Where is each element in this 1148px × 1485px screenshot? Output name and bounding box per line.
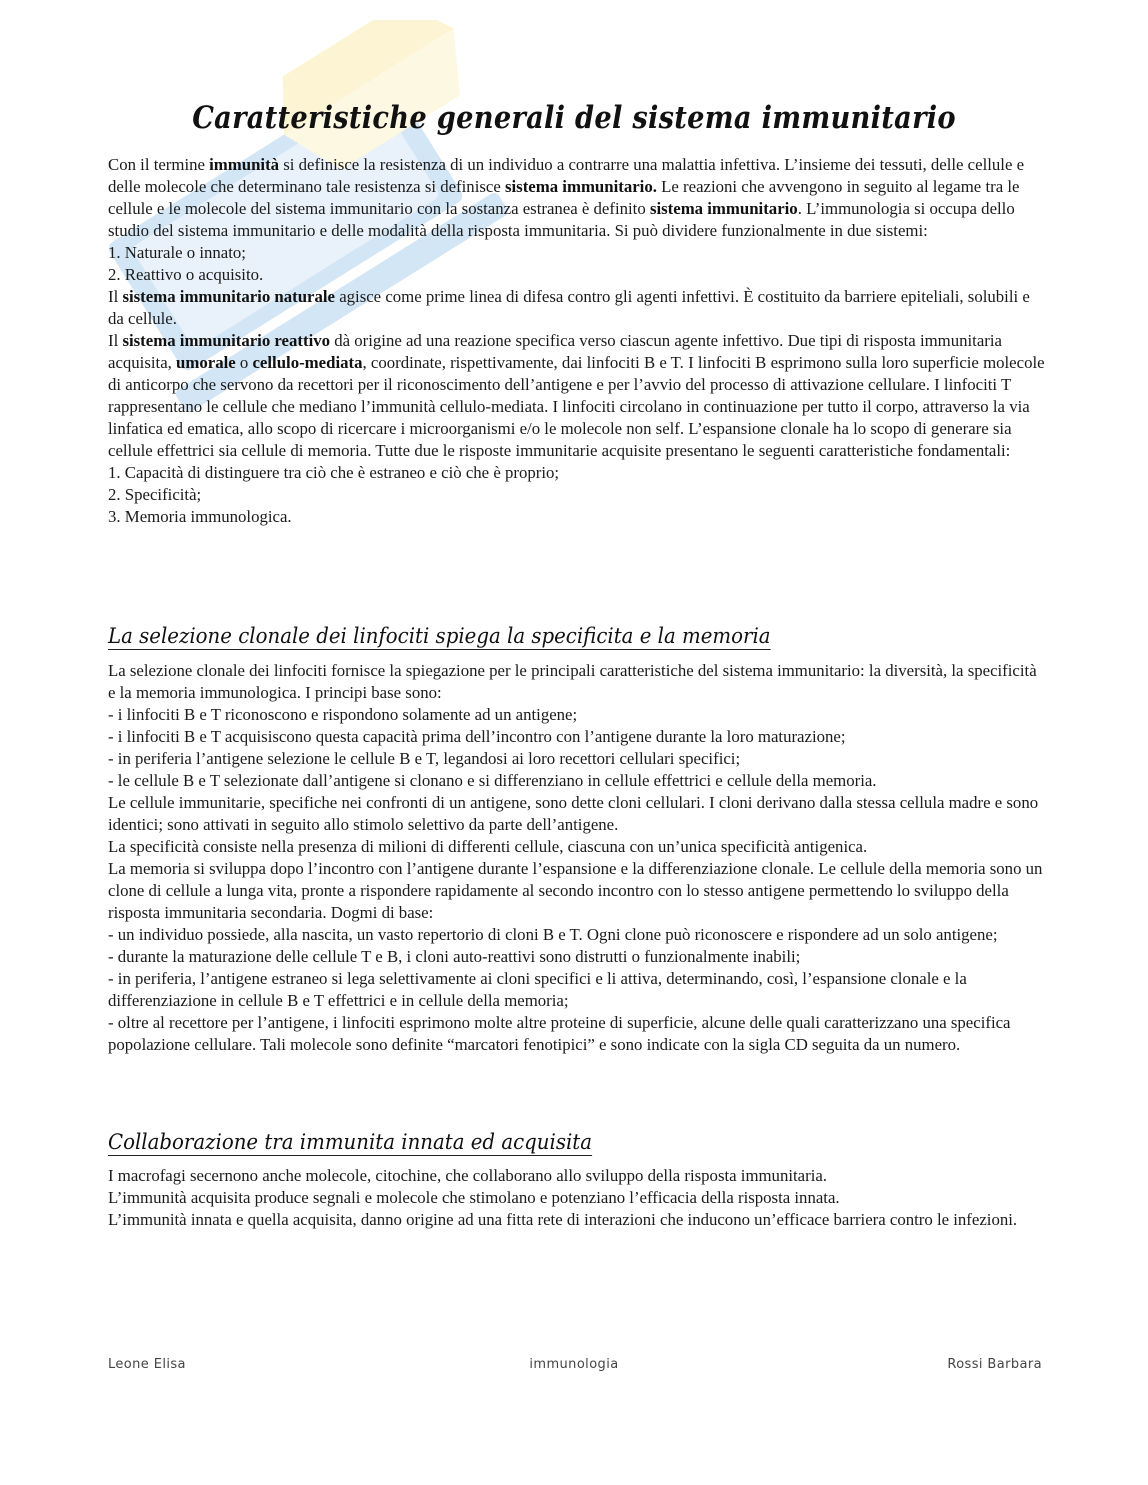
paragraph-sistema-reattivo <box>108 330 1046 462</box>
bold-term: sistema immunitario naturale <box>122 287 335 306</box>
list-item: - un individuo possiede, alla nascita, un vasto repertorio di cloni B e T. Ogni clone può riconoscere e rispondere ad un solo antigene; <box>108 925 998 944</box>
text-run: o <box>235 353 253 372</box>
list-item: 1. Naturale o innato; <box>108 243 246 262</box>
bold-term: sistema immunitario. <box>504 177 657 196</box>
footer-author-left: Leone Elisa <box>108 1357 186 1372</box>
text-run: agisce come prime linea di difesa contro gli agenti infettivi. È costituito da barriere epiteliali, solubili e da cellule. <box>108 287 1030 328</box>
list-item: - in periferia l’antigene selezione le cellule B e T, legandosi ai loro recettori cellulari specifici; <box>108 749 741 768</box>
list-item: 1. Capacità di distinguere tra ciò che è estraneo e ciò che è proprio; <box>108 463 560 482</box>
section-intro <box>108 154 1046 528</box>
text-run: si definisce la resistenza di un individuo a contrarre una malattia infettiva. L’insieme dei tessuti, delle cellule e delle molecole che determinano tale resistenza si definisce <box>108 155 1025 196</box>
paragraph: I macrofagi secernono anche molecole, citochine, che collaborano allo sviluppo della risposta immunitaria. <box>108 1166 828 1185</box>
text-run: Il <box>108 331 123 350</box>
bold-term: sistema immunitario <box>649 199 798 218</box>
list-item: 2. Reattivo o acquisito. <box>108 265 264 284</box>
text-run: Le reazioni che avvengono in seguito al legame tra le cellule e le molecole del sistema immunitario con la sostanza estranea è definito <box>108 177 1020 218</box>
list-item: - in periferia, l’antigene estraneo si lega selettivamente ai cloni specifici e li attiva, determinando, così, l’espansione clonale e la differenziazione in cellule B e T effettrici e in cellule della memoria; <box>108 969 967 1010</box>
list-item: - le cellule B e T selezionate dall’antigene si clonano e si differenziano in cellule effettrici e cellule della memoria. <box>108 771 877 790</box>
list-item: - oltre al recettore per l’antigene, i linfociti esprimono molte altre proteine di superficie, alcune delle quali caratterizzano una specifica popolazione cellulare. Tali molecole sono definite “marcatori fenotipici” e sono indicate con la sigla CD seguita da un numero. <box>108 1013 1011 1054</box>
list-item: 3. Memoria immunologica. <box>108 507 292 526</box>
paragraph-sistema-naturale <box>108 286 1046 330</box>
paragraph: L’immunità acquisita produce segnali e molecole che stimolano e potenziano l’efficacia della risposta innata. <box>108 1188 840 1207</box>
list-item: 2. Specificità; <box>108 485 202 504</box>
list-item: - i linfociti B e T riconoscono e rispondono solamente ad un antigene; <box>108 705 578 724</box>
text-run: , coordinate, rispettivamente, dai linfociti B e T. I linfociti B esprimono sulla loro superficie molecole di anticorpo che servono da recettori per il riconoscimento dell’antigene e per l’avvio del processo di attivazione cellulare. I linfociti T rappresentano le cellule che mediano l’immunità cellulo-mediata. I linfociti circolano in continuazione per tutto il corpo, attraverso la via linfatica ed ematica, allo scopo di ricercare i microorganismi e/o le molecole non self. L’espansione clonale ha lo scopo di generare sia cellule effettrici sia cellule di memoria. Tutte due le risposte immunitarie acquisite presentano le seguenti caratteristiche fondamentali: <box>108 353 1045 460</box>
section-heading-selezione-clonale: La selezione clonale dei linfociti spiega la specificita e la memoria <box>108 624 771 648</box>
bold-term: umorale <box>176 353 236 372</box>
bold-term: cellulo-mediata <box>252 353 363 372</box>
footer-subject: immunologia <box>529 1357 619 1372</box>
text-run: Con il termine <box>108 155 210 174</box>
page-title: Caratteristiche generali del sistema immunitario <box>192 100 956 136</box>
paragraph: L’immunità innata e quella acquisita, danno origine ad una fitta rete di interazioni che inducono un’efficace barriera contro le infezioni. <box>108 1210 1018 1229</box>
section-collaborazione <box>108 1165 1046 1231</box>
text-run: . L’immunologia si occupa dello studio del sistema immunitario e delle modalità della risposta immunitaria. Si può dividere funzionalmente in due sistemi: <box>108 199 1015 240</box>
text-run: Il <box>108 287 123 306</box>
paragraph: La memoria si sviluppa dopo l’incontro con l’antigene durante l’espansione e la differenziazione clonale. Le cellule della memoria sono un clone di cellule a lunga vita, pronte a rispondere rapidamente al secondo incontro con lo stesso antigene permettendo lo sviluppo della risposta immunitaria secondaria. Dogmi di base: <box>108 859 1043 922</box>
footer-author-right: Rossi Barbara <box>947 1357 1042 1372</box>
paragraph-immunita <box>108 154 1046 242</box>
paragraph: Le cellule immunitarie, specifiche nei confronti di un antigene, sono dette cloni cellulari. I cloni derivano dalla stessa cellula madre e sono identici; sono attivati in seguito allo stimolo selettivo da parte dell’antigene. <box>108 793 1039 834</box>
section-heading-collaborazione: Collaborazione tra immunita innata ed acquisita <box>108 1130 592 1154</box>
text-run: dà origine ad una reazione specifica verso ciascun agente infettivo. Due tipi di risposta immunitaria acquisita, <box>108 331 1002 372</box>
bold-term: sistema immunitario reattivo <box>122 331 331 350</box>
list-item: - durante la maturazione delle cellule T e B, i cloni auto-reattivi sono distrutti o funzionalmente inabili; <box>108 947 801 966</box>
paragraph: La specificità consiste nella presenza di milioni di differenti cellule, ciascuna con un’unica specificità antigenica. <box>108 837 868 856</box>
paragraph: La selezione clonale dei linfociti fornisce la spiegazione per le principali caratteristiche del sistema immunitario: la diversità, la specificità e la memoria immunologica. I principi base sono: <box>108 661 1037 702</box>
bold-term: immunità <box>209 155 280 174</box>
list-item: - i linfociti B e T acquisiscono questa capacità prima dell’incontro con l’antigene durante la loro maturazione; <box>108 727 846 746</box>
section-selezione-clonale <box>108 660 1046 1056</box>
